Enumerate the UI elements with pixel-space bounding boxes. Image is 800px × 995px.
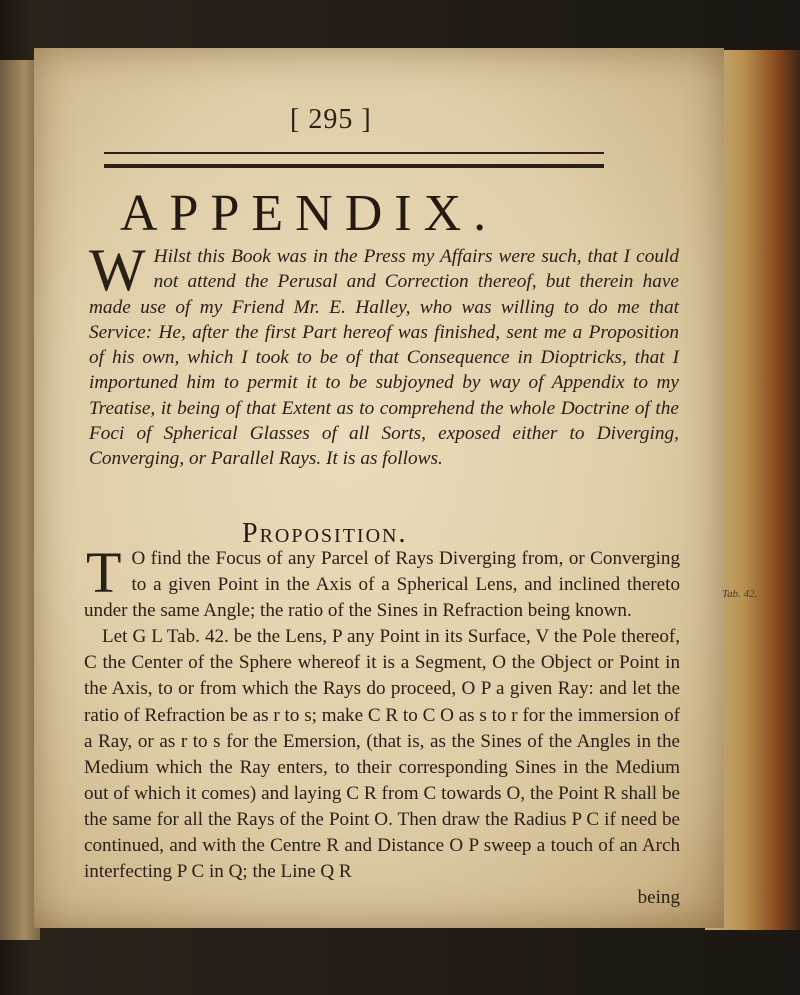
page-number: [ 295 ] xyxy=(290,104,372,135)
margin-note: Tab. 42. xyxy=(722,588,758,600)
body-dropcap: T xyxy=(86,540,122,605)
intro-dropcap: W xyxy=(89,237,146,303)
catchword: being xyxy=(637,887,680,909)
statement-text: O find the Focus of any Parcel of Rays Diverging from, or Converging to a given Point in the Axis of a Spherical Lens, and inclined thereto under the same Angle; the ratio of the Sines in Refraction being known. xyxy=(84,548,680,622)
proposition-construction: Let G L Tab. 42. be the Lens, P any Point in its Surface, V the Pole thereof, C the Center of the Sphere whereof it is a Segment, O the Object or Point in the Axis, to or from which the Rays do proceed, O P a given Ray: and let the ratio of Refraction be as r to s; make C R to C O as s to r for the immersion of a Ray, or as r to s for the Emersion, (that is, as the Sines of the Angles in the Medium which the Ray enters, to their corresponding Sines in the Medium out of which it comes) and laying C R from C towards O, the Point R shall be the same for all the Rays of the Point O. Then draw the Radius P C if need be continued, and with the Centre R and Distance O P sweep a touch of an Arch interfecting P C in Q; the Line Q R xyxy=(84,626,680,883)
proposition-body xyxy=(84,540,680,911)
book-page xyxy=(34,48,724,928)
header-rule-thick xyxy=(104,164,604,168)
header-rule-thin xyxy=(104,152,604,154)
intro-text: Hilst this Book was in the Press my Affairs were such, that I could not attend the Perusal and Correction thereof, but therein have made use of my Friend Mr. E. Halley, who was willing to do me that Service: He, after the first Part hereof was finished, sent me a Proposition of his own, which I took to be of that Consequence in Dioptricks, that I importuned him to permit it to be subjoyned by way of Appendix to my Treatise, it being of that Extent as to comprehend the whole Doctrine of the Foci of Spherical Glasses of all Sorts, exposed either to Diverging, Converging, or Parallel Rays. It is as follows. xyxy=(89,246,679,470)
intro-paragraph xyxy=(89,237,679,472)
proposition-statement xyxy=(84,540,680,624)
proposition-title: Proposition. xyxy=(242,518,408,549)
appendix-heading: APPENDIX. xyxy=(120,185,499,242)
